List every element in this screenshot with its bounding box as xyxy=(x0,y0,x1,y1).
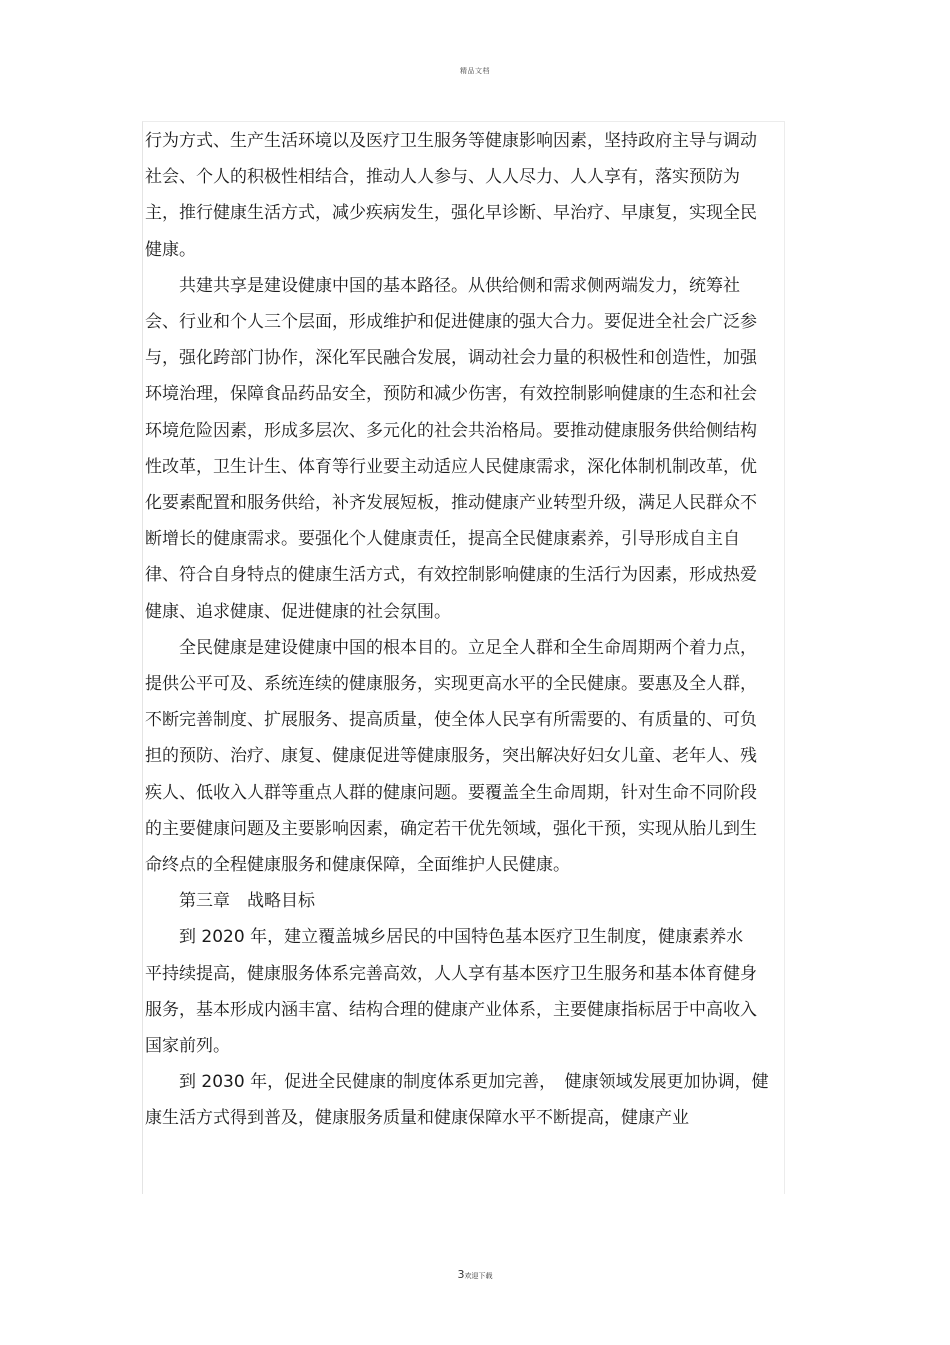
page-number: 3 xyxy=(457,1268,465,1281)
paragraph-goal-2030: 到 2030 年，促进全民健康的制度体系更加完善， 健康领域发展更加协调，健康生活方式得到普及，健康服务质量和健康保障水平不断提高，健康产业 xyxy=(145,1072,769,1129)
paragraph-goal-2020: 到 2020 年，建立覆盖城乡居民的中国特色基本医疗卫生制度，健康素养水平持续提高，健康服务体系完善高效，人人享有基本医疗卫生服务和基本体育健身服务，基本形成内涵丰富、结构合理的健康产业体系，主要健康指标居于中高收入国家前列。 xyxy=(145,927,757,1057)
paragraph-co-construction: 共建共享是建设健康中国的基本路径。从供给侧和需求侧两端发力，统筹社会、行业和个人三个层面，形成维护和促进健康的强大合力。要促进全社会广泛参与，强化跨部门协作，深化军民融合发展，调动社会力量的积极性和创造性，加强环境治理，保障食品药品安全，预防和减少伤害，有效控制影响健康的生态和社会环境危险因素，形成多层次、多元化的社会共治格局。要推动健康服务供给侧结构性改革，卫生计生、体育等行业要主动适应人民健康需求，深化体制机制改革，优化要素配置和服务供给，补齐发展短板，推动健康产业转型升级，满足人民群众不断增长的健康需求。要强化个人健康责任，提高全民健康素养，引导形成自主自律、符合自身特点的健康生活方式，有效控制影响健康的生活行为因素，形成热爱健康、追求健康、促进健康的社会氛围。 xyxy=(145,275,757,622)
document-body xyxy=(145,123,769,1137)
paragraph-continuation: 行为方式、生产生活环境以及医疗卫生服务等健康影响因素，坚持政府主导与调动社会、个人的积极性相结合，推动人人参与、人人尽力、人人享有，落实预防为主，推行健康生活方式，减少疾病发生，强化早诊断、早治疗、早康复，实现全民健康。 xyxy=(145,131,757,260)
page-footer xyxy=(0,1263,950,1282)
chapter-heading: 第三章 战略目标 xyxy=(179,891,315,912)
paragraph-universal-health: 全民健康是建设健康中国的根本目的。立足全人群和全生命周期两个着力点，提供公平可及、系统连续的健康服务，实现更高水平的全民健康。要惠及全人群，不断完善制度、扩展服务、提高质量，使全体人民享有所需要的、有质量的、可负担的预防、治疗、康复、健康促进等健康服务，突出解决好妇女儿童、老年人、残疾人、低收入人群等重点人群的健康问题。要覆盖全生命周期，针对生命不同阶段的主要健康问题及主要影响因素，确定若干优先领域，强化干预，实现从胎儿到生命终点的全程健康服务和健康保障，全面维护人民健康。 xyxy=(145,637,757,876)
footer-note: 欢迎下载 xyxy=(464,1272,493,1280)
page-header: 精品文档 xyxy=(460,67,490,75)
